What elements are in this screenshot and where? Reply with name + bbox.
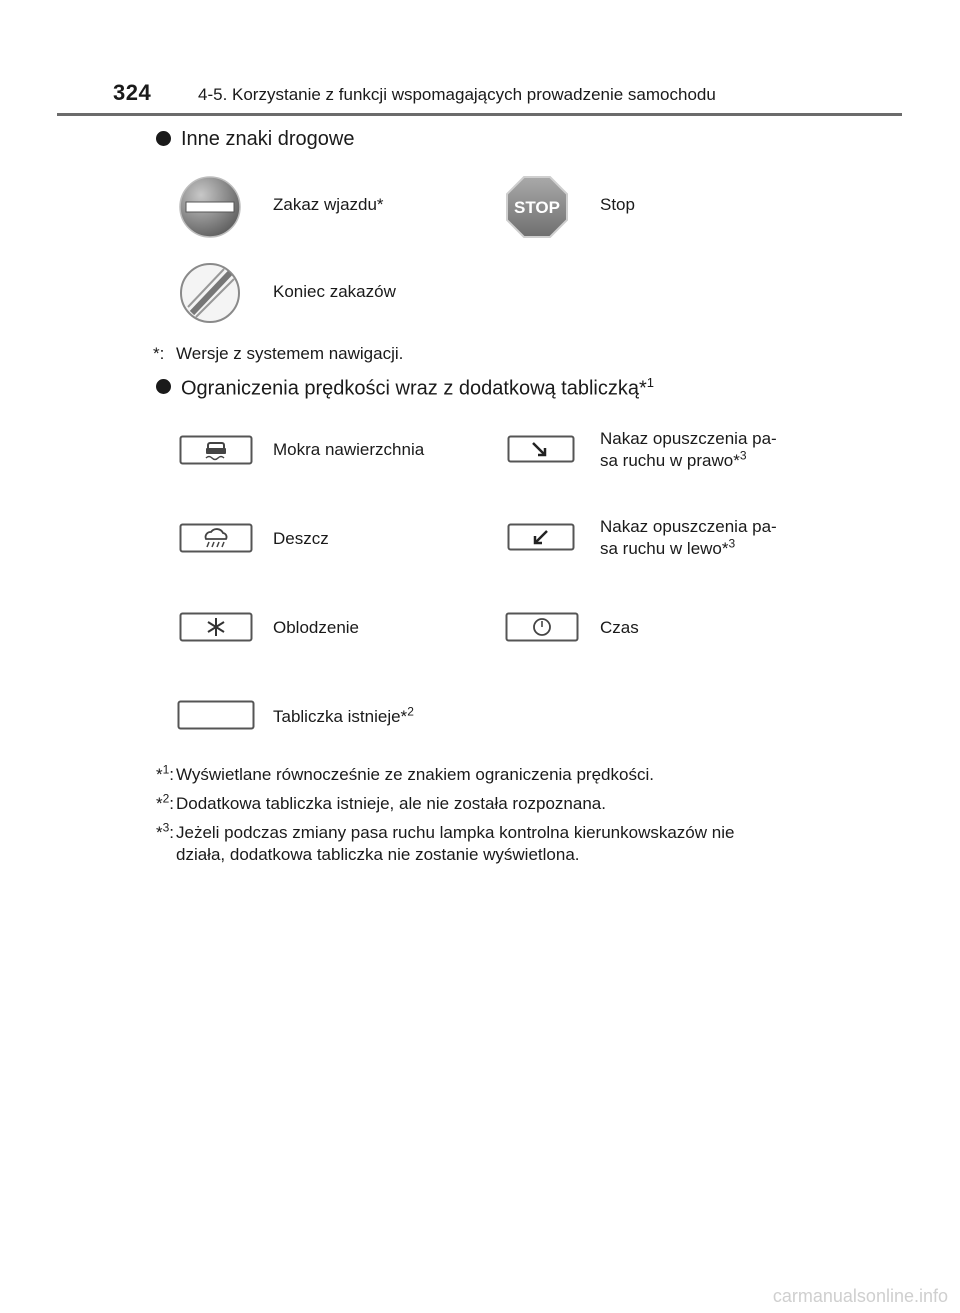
plate-label-rain: Deszcz: [273, 529, 329, 548]
sign-label-no-entry: Zakaz wjazdu*: [273, 195, 384, 214]
plate-label-wet-road: Mokra nawierzchnia: [273, 440, 425, 459]
footnote-number: 2: [162, 791, 170, 806]
footnote-number: 3: [162, 820, 170, 835]
watermark: carmanualsonline.info: [772, 1286, 948, 1306]
footnote-text-3-line2: działa, dodatkowa tabliczka nie zostanie wyświetlona.: [176, 845, 580, 864]
section-title-text: Ograniczenia prędkości wraz z dodatkową tabliczką*: [181, 377, 647, 400]
footnote-colon: :: [169, 823, 174, 842]
section-title-other-signs: Inne znaki drogowe: [181, 128, 355, 150]
wet-road-plate-icon: [179, 435, 253, 465]
plate-label-exit-left-line2: sa ruchu w lewo*: [600, 539, 729, 558]
footnote-ref: 3: [728, 536, 736, 551]
blank-plate-icon: [177, 700, 255, 730]
footnote-text: Wersje z systemem nawigacji.: [176, 344, 404, 363]
page-number: 324: [113, 80, 152, 105]
footnote-colon: :: [169, 794, 174, 813]
header-divider: [57, 113, 902, 116]
stop-sign-icon: [505, 175, 569, 239]
exit-right-plate-icon: [507, 435, 575, 463]
footnote-text-3: [176, 822, 816, 866]
plate-label-plate-exists: [273, 706, 414, 728]
footnote-key: *:: [153, 344, 165, 363]
footnote-text-2: Dodatkowa tabliczka istnieje, ale nie została rozpoznana.: [176, 794, 606, 813]
footnote-text-3-line1: Jeżeli podczas zmiany pasa ruchu lampka kontrolna kierunkowskazów nie: [176, 823, 735, 842]
stop-sign-text: STOP: [514, 198, 560, 217]
plate-label-exit-left: [600, 516, 777, 560]
footnote-key-3: [140, 822, 174, 844]
plate-label-exit-right-line2: sa ruchu w prawo*: [600, 451, 740, 470]
plate-label-exit-right: [600, 428, 777, 472]
footnote-asterisk: *: [155, 765, 163, 784]
ice-plate-icon: [179, 612, 253, 642]
footnote-asterisk: *: [155, 794, 163, 813]
plate-label-ice: Oblodzenie: [273, 618, 360, 637]
section-bullet: [156, 379, 171, 394]
plate-label-time: Czas: [600, 618, 639, 637]
section-title-sup: 1: [646, 375, 655, 390]
chapter-title: 4-5. Korzystanie z funkcji wspomagających prowadzenie samochodu: [198, 85, 716, 104]
sign-label-stop: Stop: [600, 195, 635, 214]
rain-plate-icon: [179, 523, 253, 553]
footnote-ref: 2: [407, 704, 414, 719]
footnote-colon: :: [169, 765, 174, 784]
footnote-key-2: [140, 793, 174, 815]
footnote-asterisk: *: [155, 823, 163, 842]
time-plate-icon: [505, 612, 579, 642]
plate-label-exit-left-line1: Nakaz opuszczenia pa-: [600, 517, 777, 536]
sign-label-end-of-restrictions: Koniec zakazów: [273, 282, 396, 301]
footnote-key-1: [140, 764, 174, 786]
footnote-ref: 3: [739, 448, 747, 463]
plate-label-plate-exists-text: Tabliczka istnieje*: [273, 707, 408, 726]
footnote-text-1: Wyświetlane równocześnie ze znakiem ograniczenia prędkości.: [176, 765, 654, 784]
section-title-speed-limits: [181, 375, 654, 401]
no-entry-sign-icon: [179, 176, 241, 238]
plate-label-exit-right-line1: Nakaz opuszczenia pa-: [600, 429, 777, 448]
end-of-restrictions-sign-icon: [179, 262, 241, 324]
footnote-number: 1: [162, 762, 170, 777]
exit-left-plate-icon: [507, 523, 575, 551]
section-bullet: [156, 131, 171, 146]
